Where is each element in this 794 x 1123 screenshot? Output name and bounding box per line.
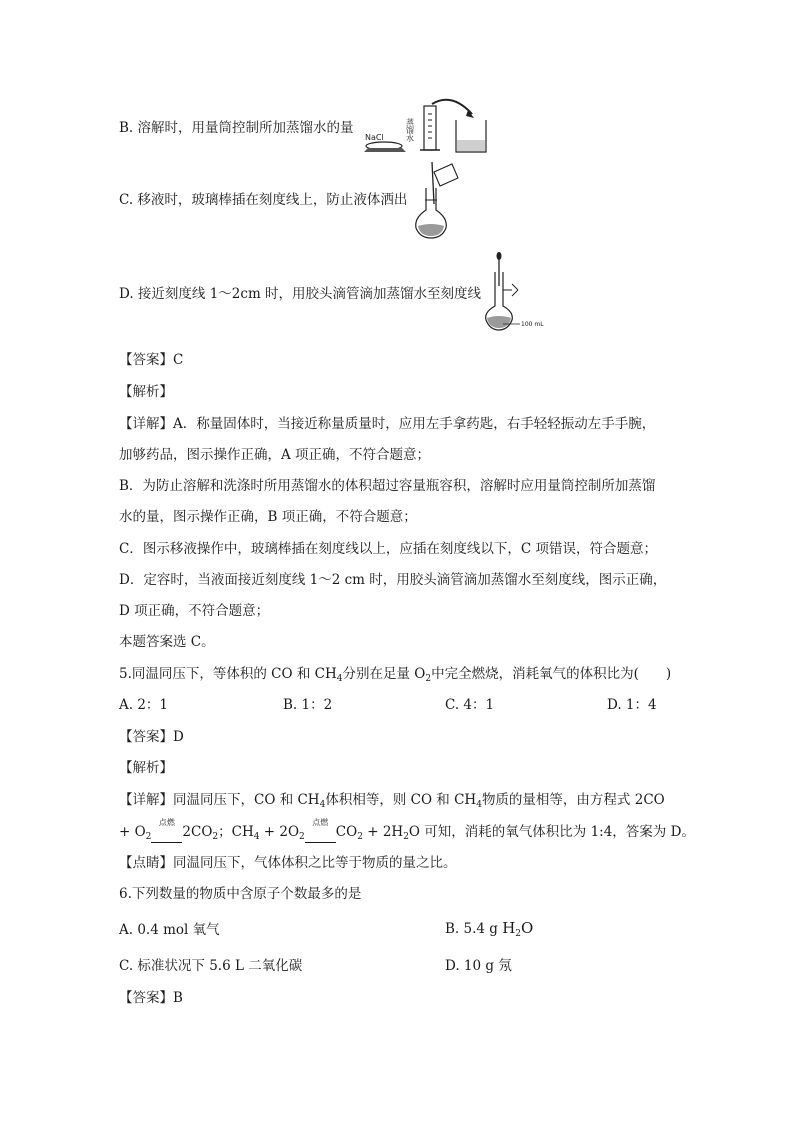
option-d-text: D. 接近刻度线 1～2cm 时，用胶头滴管滴加蒸馏水至刻度线: [119, 286, 482, 302]
q4-detail-line: B．为防止溶解和洗涤时所用蒸馏水的体积超过容量瓶容积，溶解时应用量筒控制所加蒸馏: [119, 478, 656, 494]
q6-option-c: C. 标准状况下 5.6 L 二氧化碳: [119, 958, 303, 974]
q5-equation-line: + $O_2$ 点燃 $2CO_2$；$CH_4 + 2O_2$ 点燃 $CO_2 + 2H_2O$ 可知，消耗的氧气体积比为 1:4，答案为 D。: [119, 822, 695, 843]
q6-stem: 6.下列数量的物质中含原子个数最多的是: [119, 886, 362, 902]
q6-answer: 【答案】B: [119, 990, 183, 1006]
q5-option-d: D. 1：4: [607, 697, 657, 713]
volume-label: 100 mL: [521, 321, 544, 328]
q5-detail-line: 【详解】同温同压下，CO 和 $CH_4$体积相等，则 CO 和 $CH_4$物质的量相等，由方程式 2CO: [119, 792, 665, 810]
q6-option-b: B. 5.4 g $H_2O$: [445, 919, 534, 939]
dropper-figure: [482, 250, 554, 332]
q4-detail-line: 加够药品，图示操作正确，A 项正确，不符合题意；: [119, 447, 431, 463]
transfer-figure: [412, 160, 462, 240]
ignite-condition: 点燃: [312, 818, 329, 827]
q4-detail-line: D 项正确，不符合题意；: [119, 603, 270, 619]
water-label: 蒸馏水: [405, 118, 415, 142]
q5-note: 【点睛】同温同压下，气体体积之比等于物质的量之比。: [119, 855, 457, 871]
q5-answer: 【答案】D: [119, 729, 184, 745]
ignite-condition: 点燃: [158, 818, 175, 827]
q5-option-b: B. 1：2: [283, 697, 333, 713]
option-c-text: C. 移液时，玻璃棒插在刻度线上，防止液体洒出: [119, 192, 408, 208]
q6-option-d: D. 10 g 氖: [445, 958, 512, 974]
dissolving-figure: [362, 96, 492, 158]
q4-answer: 【答案】C: [119, 352, 184, 368]
q4-detail-line: 【详解】A．称量固体时，当接近称量质量时，应用左手拿药匙，右手轻轻振动左手手腕，: [119, 416, 656, 432]
q4-analysis-heading: 【解析】: [119, 384, 173, 400]
q5-option-a: A. 2：1: [119, 697, 169, 713]
q4-conclusion: 本题答案选 C。: [119, 634, 215, 650]
q4-detail-line: D．定容时，当液面接近刻度线 1～2 cm 时，用胶头滴管滴加蒸馏水至刻度线，图示正确，: [119, 572, 667, 588]
q6-option-a: A. 0.4 mol 氧气: [119, 922, 220, 938]
nacl-label: NaCl: [365, 133, 384, 142]
q4-detail-line: 水的量，图示操作正确，B 项正确，不符合题意；: [119, 509, 417, 525]
q5-analysis-heading: 【解析】: [119, 760, 173, 776]
q4-detail-line: C．图示移液操作中，玻璃棒插在刻度线以上，应插在刻度线以下，C 项错误，符合题意；: [119, 541, 657, 557]
q5-option-c: C. 4：1: [445, 697, 495, 713]
q5-stem: 5.同温同压下，等体积的 CO 和 $CH_4$分别在足量 $O_2$中完全燃烧，消耗氧气的体积比为( ): [119, 666, 672, 684]
option-b-text: B. 溶解时，用量筒控制所加蒸馏水的量: [119, 120, 354, 136]
